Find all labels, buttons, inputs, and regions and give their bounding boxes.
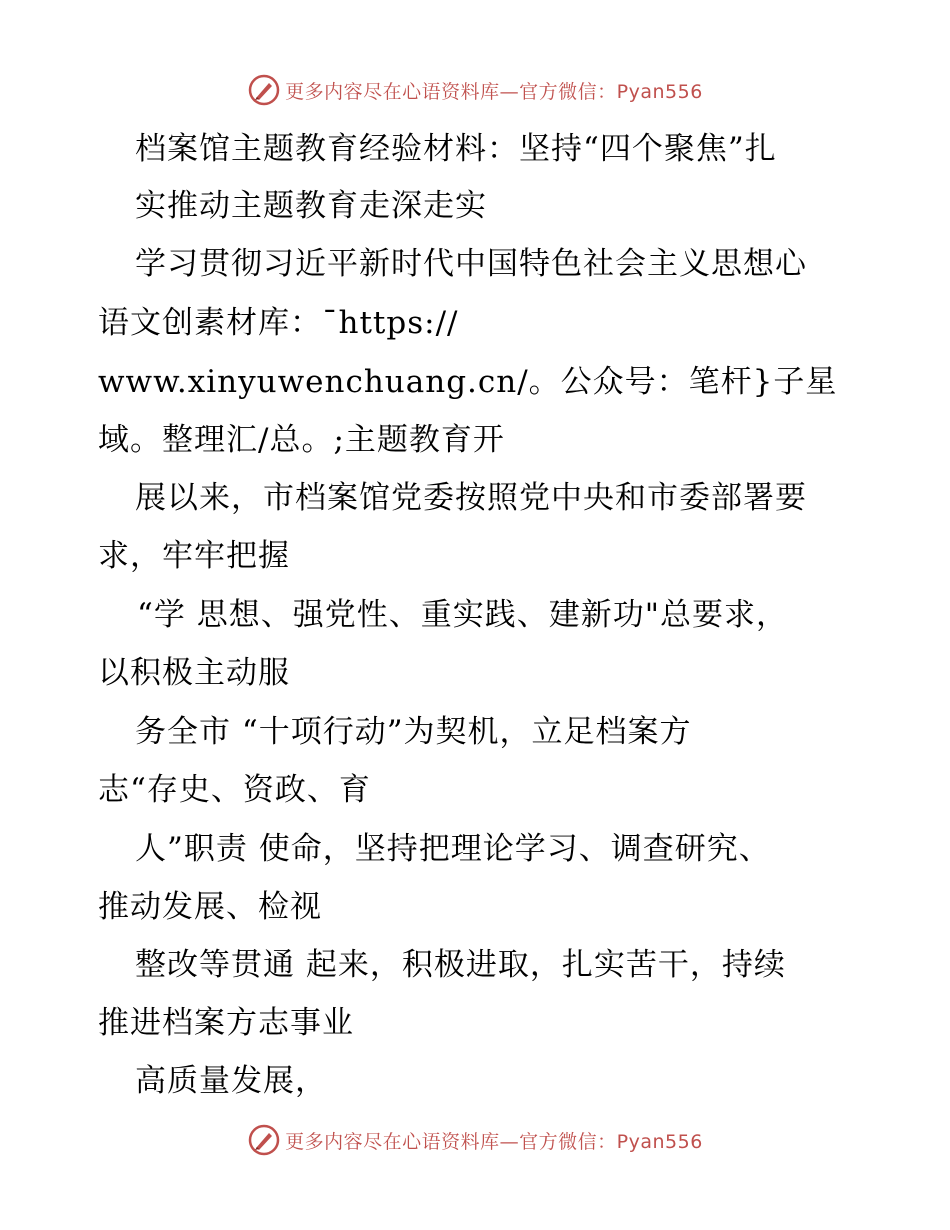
body-line: 语文创素材库：¯https:// xyxy=(98,305,459,341)
header-text: 更多内容尽在心语资料库—官方微信：Pyan556 xyxy=(285,80,703,103)
footer-wechat-id: Pyan556 xyxy=(616,1130,703,1153)
body-line: 以积极主动服 xyxy=(98,655,290,691)
footer-banner xyxy=(0,1120,950,1160)
body-line: 高质量发展， xyxy=(135,1063,327,1099)
body-line: 展以来，市档案馆党委按照党中央和市委部署要 xyxy=(135,480,807,516)
body-line: www.xinyuwenchuang.cn/。公众号：笔杆}子星 xyxy=(98,364,838,400)
header-wechat-id: Pyan556 xyxy=(616,80,703,103)
body-line: 人”职责 使命，坚持把理论学习、调查研究、 xyxy=(135,831,771,867)
body-line: 档案馆主题教育经验材料：坚持“四个聚焦”扎 xyxy=(135,131,777,167)
pen-circle-logo-icon xyxy=(247,1123,281,1157)
body-line: 务全市 “十项行动”为契机，立足档案方 xyxy=(135,714,692,750)
body-line: 求，牢牢把握 xyxy=(98,538,290,574)
body-line: 域。整理汇/总。;主题教育开 xyxy=(98,422,505,458)
body-line: 实推动主题教育走深走实 xyxy=(135,188,487,224)
body-line: 推进档案方志事业 xyxy=(98,1005,354,1041)
body-line: 整改等贯通 起来，积极进取，扎实苦干，持续 xyxy=(135,947,786,983)
footer-text: 更多内容尽在心语资料库—官方微信：Pyan556 xyxy=(285,1130,703,1153)
body-line: 志“存史、资政、育 xyxy=(98,772,371,808)
body-line: 推动发展、检视 xyxy=(98,889,322,925)
body-line: “学 思想、强党性、重实践、建新功"总要求， xyxy=(137,597,788,633)
body-line: 学习贯彻习近平新时代中国特色社会主义思想心 xyxy=(135,246,807,282)
